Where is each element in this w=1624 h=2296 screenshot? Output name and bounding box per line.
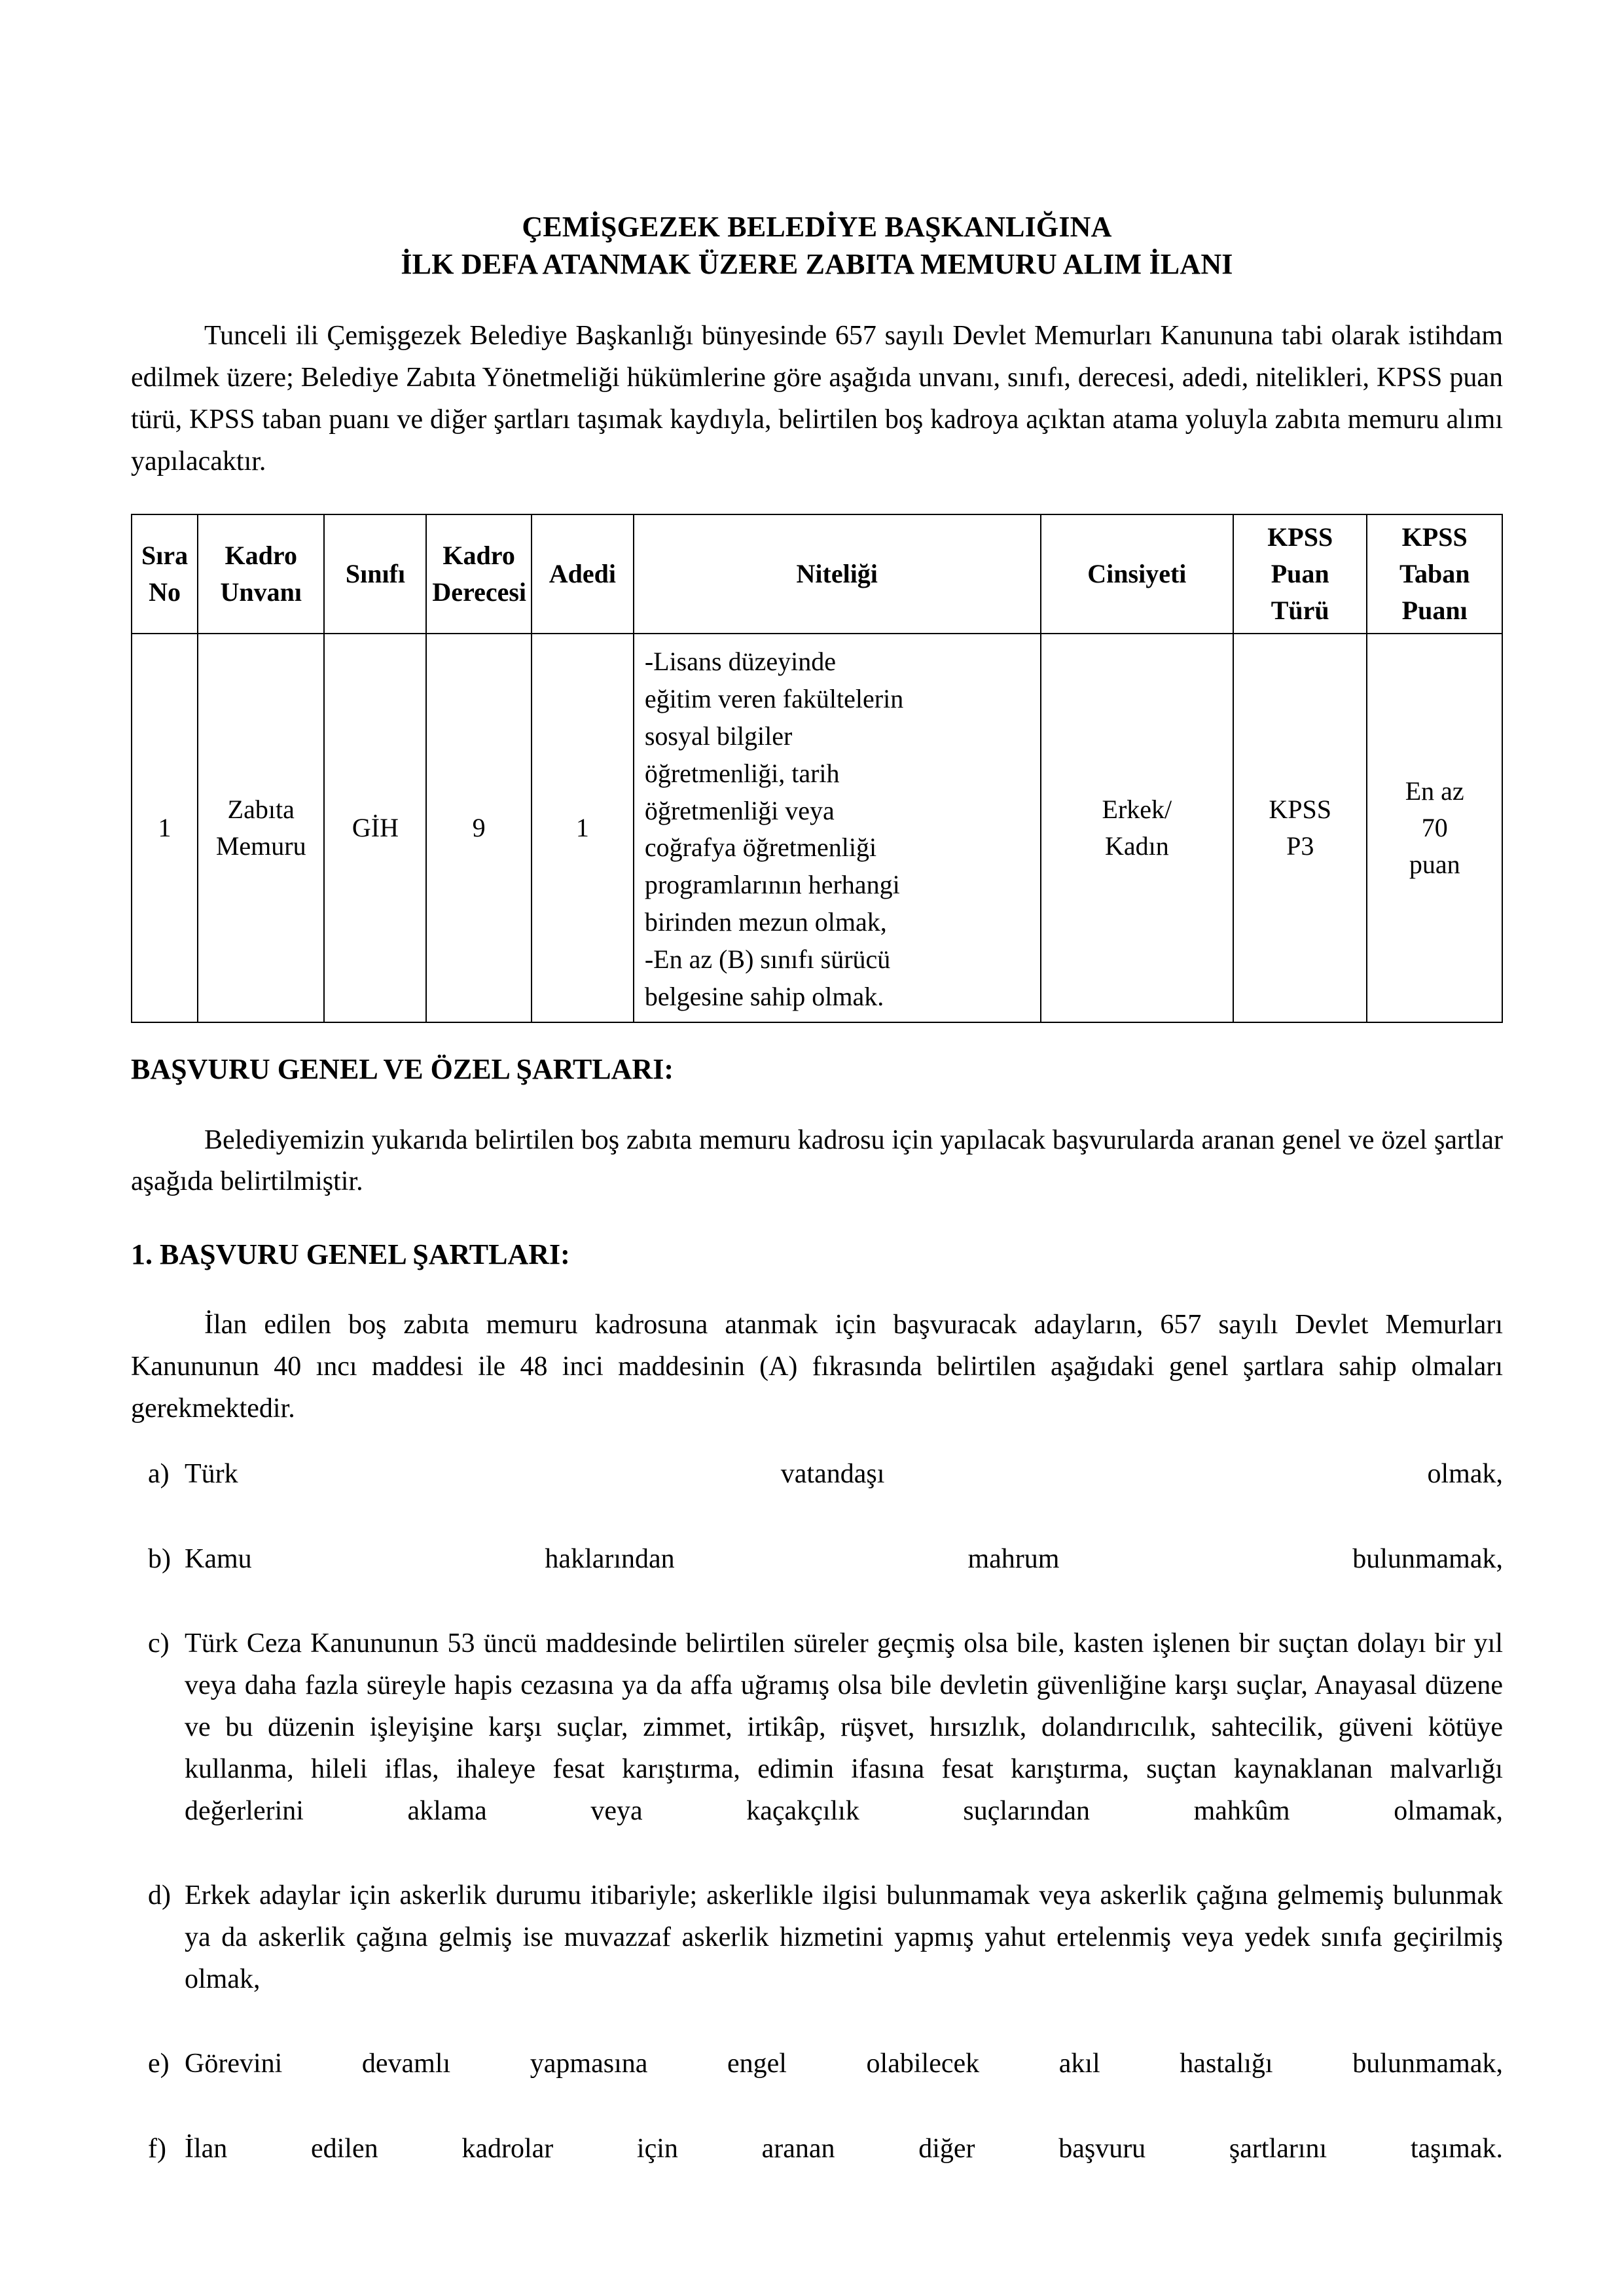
intro-paragraph: Tunceli ili Çemişgezek Belediye Başkanlığı bünyesinde 657 sayılı Devlet Memurları Kanununa tabi olarak istihdam edilmek üzere; Belediye Zabıta Yönetmeliği hükümlerine göre aşağıda unvanı, sınıfı, derecesi, adedi, nitelikleri, KPSS puan türü, KPSS taban puanı ve diğer şartları taşımak kaydıyla, belirtilen boş kadroya açıktan atama yoluyla zabıta memuru alımı yapılacaktır. xyxy=(131,321,1503,476)
title-line-1: ÇEMİŞGEZEK BELEDİYE BAŞKANLIĞINA xyxy=(522,211,1112,243)
cell-cinsiyeti xyxy=(1041,634,1233,1022)
list-item xyxy=(131,1875,1503,2042)
list-item xyxy=(131,1454,1503,1537)
niteligi-line-5: öğretmenliği veya xyxy=(644,795,835,825)
kpss-taban-puani-line-1: En az xyxy=(1405,776,1464,806)
cell-kadro-unvani xyxy=(198,634,324,1022)
header-kpss-puan-turu-line-1: KPSS xyxy=(1267,522,1333,552)
list-item-marker: b) xyxy=(148,1543,171,1574)
column-header-sira-no xyxy=(132,514,198,634)
cell-niteligi xyxy=(634,634,1041,1022)
cell-kadro-derecesi: 9 xyxy=(426,634,531,1022)
cell-kpss-puan-turu xyxy=(1233,634,1367,1022)
header-sira-no-line-2: No xyxy=(149,577,181,607)
header-kadro-unvani-line-1: Kadro xyxy=(225,541,297,571)
section-heading-genel-sartlari: 1. BAŞVURU GENEL ŞARTLARI: xyxy=(131,1238,570,1271)
niteligi-line-6: coğrafya öğretmenliği xyxy=(644,833,877,863)
cell-adedi: 1 xyxy=(532,634,634,1022)
header-kpss-taban-puani-line-3: Puanı xyxy=(1401,596,1468,626)
table-body xyxy=(132,634,1502,1022)
list-item-text: Türk vatandaşı olmak, xyxy=(185,1458,1503,1489)
list-item-marker: d) xyxy=(148,1880,171,1911)
cell-kadro-unvani-line-1: Zabıta xyxy=(227,795,295,825)
cinsiyeti-line-1: Erkek/ xyxy=(1102,795,1172,825)
column-header-sinifi: Sınıfı xyxy=(324,514,426,634)
header-sira-no-line-1: Sıra xyxy=(141,541,189,571)
genel-sartlari-paragraph: İlan edilen boş zabıta memuru kadrosuna atanmak için başvuracak adayların, 657 sayılı Devlet Memurları Kanununun 40 ıncı maddesi ile 48 inci maddesinin (A) fıkrasında belirtilen aşağıdaki genel şartlara sahip olmaları gerekmektedir. xyxy=(131,1310,1503,1424)
list-item xyxy=(131,2043,1503,2127)
table-row xyxy=(132,634,1502,1022)
list-item-text: Türk Ceza Kanununun 53 üncü maddesinde belirtilen süreler geçmiş olsa bile, kasten işlenen bir suçtan dolayı bir yıl veya daha fazla süreyle hapis cezasına ya da affa uğramış olsa bile devletin güvenliğine karşı suçlar, Anayasal düzene ve bu düzenin işleyişine karşı suçlar, zimmet, irtikâp, rüşvet, hırsızlık, dolandırıcılık, sahtecilik, güveni kötüye kullanma, hileli iflas, ihaleye fesat karıştırma, edimin ifasına fesat karıştırma, suçtan kaynaklanan malvarlığı değerlerini aklama veya kaçakçılık suçlarından mahkûm olmamak, xyxy=(185,1628,1503,1826)
niteligi-line-2: eğitim veren fakültelerin xyxy=(644,684,904,714)
genel-sartlar-list xyxy=(131,1454,1503,2212)
column-header-kadro-derecesi xyxy=(426,514,531,634)
column-header-kadro-unvani xyxy=(198,514,324,634)
kpss-puan-turu-line-2: P3 xyxy=(1286,831,1314,861)
column-header-adedi: Adedi xyxy=(532,514,634,634)
niteligi-line-9: -En az (B) sınıfı sürücü xyxy=(644,944,891,974)
niteligi-line-3: sosyal bilgiler xyxy=(644,721,793,751)
header-kadro-unvani-line-2: Unvanı xyxy=(220,577,302,607)
kadro-table xyxy=(131,514,1503,1023)
column-header-cinsiyeti: Cinsiyeti xyxy=(1041,514,1233,634)
column-header-kpss-taban-puani xyxy=(1367,514,1502,634)
niteligi-line-4: öğretmenliği, tarih xyxy=(644,758,840,788)
list-item-text: Kamu haklarından mahrum bulunmamak, xyxy=(185,1543,1503,1574)
table-header-row xyxy=(132,514,1502,634)
cinsiyeti-line-2: Kadın xyxy=(1104,831,1169,861)
cell-sinifi: GİH xyxy=(324,634,426,1022)
column-header-niteligi: Niteliği xyxy=(634,514,1041,634)
niteligi-line-7: programlarının herhangi xyxy=(644,870,900,900)
title-line-2: İLK DEFA ATANMAK ÜZERE ZABITA MEMURU ALIM İLANI xyxy=(401,247,1233,280)
list-item-text: Erkek adaylar için askerlik durumu itibariyle; askerlikle ilgisi bulunmamak veya askerlik çağına gelmemiş bulunmak ya da askerlik çağına gelmiş ise muvazzaf askerlik hizmetini yapmış yahut ertelenmiş veya yedek sınıfa geçirilmiş olmak, xyxy=(185,1880,1503,1994)
header-kpss-puan-turu-line-2: Puan xyxy=(1271,559,1329,589)
cell-kadro-unvani-line-2: Memuru xyxy=(215,831,306,861)
list-item-text: İlan edilen kadrolar için aranan diğer başvuru şartlarını taşımak. xyxy=(185,2134,1503,2164)
list-item xyxy=(131,2128,1503,2212)
section-heading-basvuru-sartlari: BAŞVURU GENEL VE ÖZEL ŞARTLARI: xyxy=(131,1053,674,1086)
list-item-marker: c) xyxy=(148,1628,170,1659)
page-title xyxy=(131,209,1503,283)
cell-sira-no: 1 xyxy=(132,634,198,1022)
basvuru-sartlari-paragraph: Belediyemizin yukarıda belirtilen boş zabıta memuru kadrosu için yapılacak başvurularda aranan genel ve özel şartlar aşağıda belirtilmiştir. xyxy=(131,1124,1503,1197)
table-header xyxy=(132,514,1502,634)
cell-kpss-taban-puani xyxy=(1367,634,1502,1022)
list-item-marker: e) xyxy=(148,2049,170,2079)
kpss-taban-puani-line-2: 70 xyxy=(1421,813,1448,843)
list-item xyxy=(131,1539,1503,1623)
header-kadro-derecesi-line-2: Derecesi xyxy=(432,577,527,607)
list-item-marker: a) xyxy=(148,1458,170,1489)
niteligi-line-1: -Lisans düzeyinde xyxy=(644,647,836,677)
list-item xyxy=(131,1623,1503,1874)
niteligi-line-8: birinden mezun olmak, xyxy=(644,906,887,937)
niteligi-line-10: belgesine sahip olmak. xyxy=(644,981,884,1011)
column-header-kpss-puan-turu xyxy=(1233,514,1367,634)
kpss-puan-turu-line-1: KPSS xyxy=(1269,795,1332,825)
list-item-marker: f) xyxy=(148,2134,166,2164)
list-item-text: Görevini devamlı yapmasına engel olabilecek akıl hastalığı bulunmamak, xyxy=(185,2049,1503,2079)
kpss-taban-puani-line-3: puan xyxy=(1409,850,1460,880)
header-kpss-taban-puani-line-2: Taban xyxy=(1399,559,1470,589)
header-kadro-derecesi-line-1: Kadro xyxy=(442,541,515,571)
header-kpss-taban-puani-line-1: KPSS xyxy=(1401,522,1468,552)
header-kpss-puan-turu-line-3: Türü xyxy=(1271,596,1329,626)
